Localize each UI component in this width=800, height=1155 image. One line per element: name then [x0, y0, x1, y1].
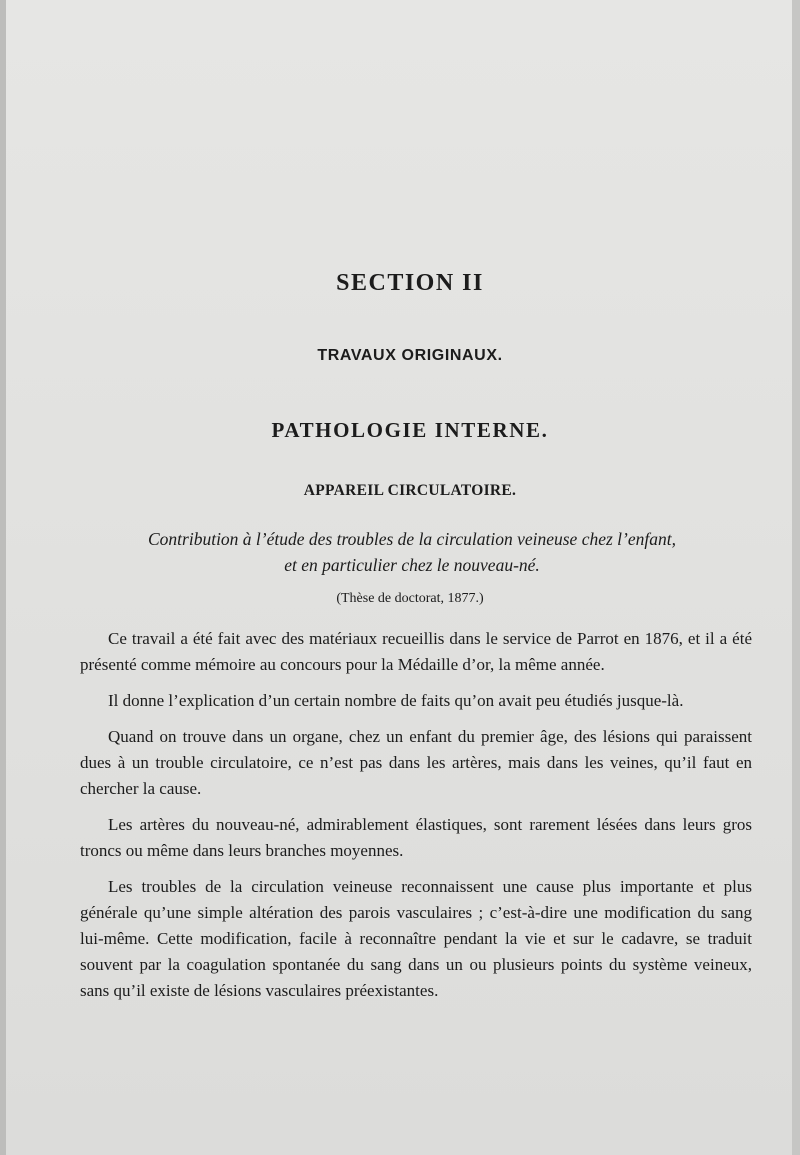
category-heading: TRAVAUX ORIGINAUX. — [317, 347, 503, 364]
paragraph-2: Il donne l’explication d’un certain nombre de faits qu’on avait peu étudiés jusque-là. — [108, 691, 684, 710]
article-title-line-2: et en particulier chez le nouveau-né. — [284, 555, 540, 575]
article-title-line-1: Contribution à l’étude des troubles de la circulation veineuse chez l’enfant, — [148, 529, 676, 549]
page-edge-right — [792, 0, 800, 1155]
field-heading: PATHOLOGIE INTERNE. — [271, 418, 549, 442]
page-edge-left — [0, 0, 6, 1155]
paragraph-3: Quand on trouve dans un organe, chez un enfant du premier âge, des lésions qui paraissent dues à un trouble circulatoire, ce n’est pas dans les artères, mais dans les veines, qu’il faut en chercher la cause. — [80, 727, 752, 798]
paragraph-5: Les troubles de la circulation veineuse reconnaissent une cause plus importante et plus générale qu’une simple altération des parois vasculaires ; c’est-à-dire une modification du sang lui-même. Cette modification, facile à reconnaître pendant la vie et sur le cadavre, se traduit souvent par la coagulation spontanée du sang dans un ou plusieurs points du système veineux, sans qu’il existe de lésions vasculaires préexistantes. — [80, 877, 752, 1000]
subfield-heading: APPAREIL CIRCULATOIRE. — [303, 482, 517, 499]
article-title — [96, 526, 728, 578]
body-text — [80, 626, 752, 1014]
paragraph-1: Ce travail a été fait avec des matériaux recueillis dans le service de Parrot en 1876, et il a été présenté comme mémoire au concours pour la Médaille d’or, la même année. — [80, 629, 752, 674]
section-heading: SECTION II — [336, 270, 484, 296]
paragraph-4: Les artères du nouveau-né, admirablement élastiques, sont rarement lésées dans leurs gros troncs ou même dans leurs branches moyennes. — [80, 815, 752, 860]
thesis-note: (Thèse de doctorat, 1877.) — [336, 591, 484, 606]
